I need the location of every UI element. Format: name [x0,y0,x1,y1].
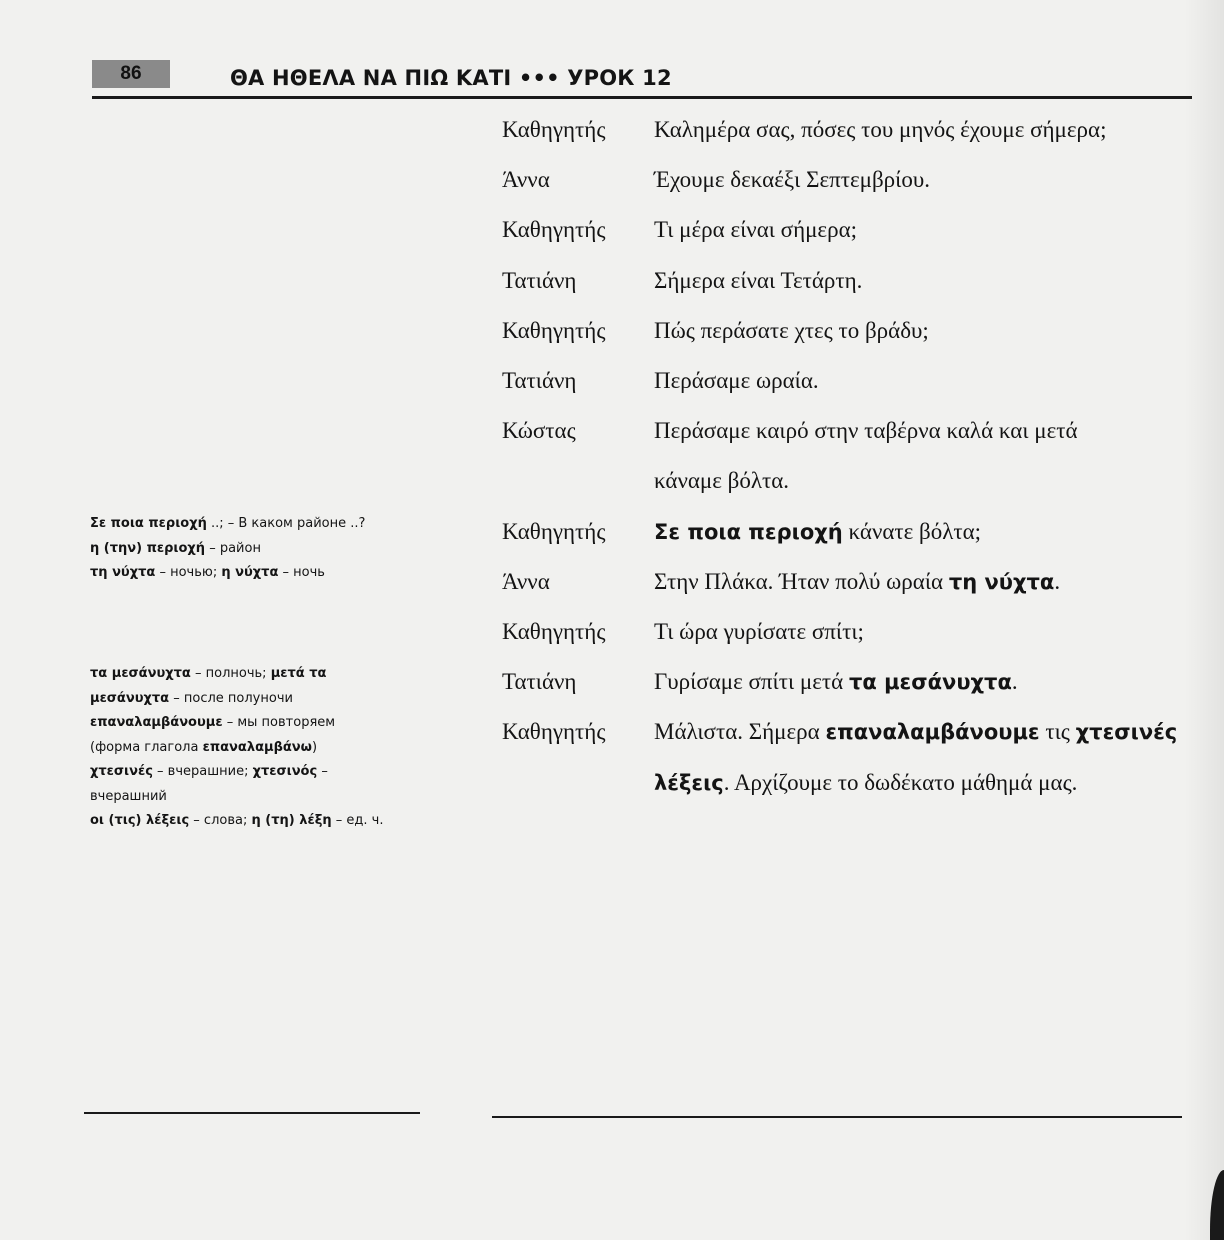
gloss-term: η (τη) λέξη [251,813,332,828]
speaker-name: Καθηγητής [502,117,606,142]
speaker-name: Καθηγητής [502,719,606,744]
dialogue-line [654,667,1018,697]
gloss-translation: вчерашний [90,788,167,804]
footer-rule-left [84,1112,420,1114]
dialogue-line [654,266,862,296]
footer-rule-right [492,1116,1182,1118]
line-text: κάνατε βόλτα; [842,519,982,544]
gloss-line [90,662,430,687]
gloss-translation: – полночь; [190,666,271,681]
page-edge-shadow [1184,0,1224,1240]
gloss-line [90,687,430,712]
gloss-term: τη νύχτα [90,565,156,580]
gloss-line [90,809,430,834]
dialogue-line [654,768,1077,798]
gloss-term: η (την) περιοχή [90,540,206,556]
speaker-name: Άννα [502,569,550,594]
line-text: Μάλιστα. Σήμερα [654,719,826,744]
running-header-title: ΘΑ ΗΘΕΛΑ ΝΑ ΠΙΩ ΚΑΤΙ ••• УРОК 12 [230,66,672,90]
gloss-term: χτεσινός [252,764,318,779]
header-rule [92,96,1192,99]
vocabulary-term: επαναλαμβάνουμε [825,720,1040,744]
vocabulary-notes-2 [90,662,430,834]
gloss-translation: – слова; [189,813,252,828]
dialogue-line [654,165,930,195]
dialogue-line [654,115,1106,145]
dialogue-line [654,617,864,647]
speaker-name: Καθηγητής [502,619,606,644]
gloss-line [90,512,430,537]
gloss-translation: – район [205,540,261,556]
gloss-term: τα μεσάνυχτα [90,666,191,681]
speaker-name: Τατιάνη [502,368,577,393]
vocabulary-term: τα μεσάνυχτα [848,670,1012,694]
line-text: Καλημέρα σας, πόσες του μηνός έχουμε σήμερα; [654,117,1107,142]
gloss-translation: – ед. ч. [331,813,384,828]
dialogue-line [654,717,1177,747]
gloss-term: μεσάνυχτα [90,690,170,706]
gloss-translation: ..; – В каком районе ..? [206,516,366,531]
vocabulary-term: Σε ποια περιοχή [654,520,843,544]
gloss-translation: – после полуночи [169,690,293,706]
page-number: 86 [92,60,170,88]
line-text: Τι ώρα γυρίσατε σπίτι; [654,619,864,644]
gloss-translation: ) [311,739,318,755]
line-text: . Αρχίζουμε το δωδέκατο μάθημά μας. [723,770,1078,795]
gloss-line [90,785,430,810]
gloss-term: χτεσινές [90,764,153,779]
speaker-name: Καθηγητής [502,217,606,242]
gloss-translation: – мы повторяем [222,715,336,730]
gloss-term: Σε ποια περιοχή [90,516,207,531]
speaker-name: Τατιάνη [502,268,577,293]
gloss-translation: – ночь [278,565,325,580]
line-text: Τι μέρα είναι σήμερα; [654,217,858,242]
dialogue-line [654,215,857,245]
speaker-name: Κώστας [502,418,576,443]
line-text: κάναμε βόλτα. [654,468,790,493]
gloss-term: οι (τις) λέξεις [90,813,190,828]
vocabulary-term: χτεσινές [1075,720,1178,744]
gloss-line [90,561,430,586]
gloss-line [90,760,430,785]
dialogue-line [654,517,981,547]
gloss-translation: – вчерашние; [152,764,253,779]
line-text: Πώς περάσατε χτες το βράδυ; [654,318,929,343]
line-text: τις [1039,719,1076,744]
dialogue-line [654,366,819,396]
dialogue-line [654,316,929,346]
line-text: Περάσαμε ωραία. [654,368,819,393]
speaker-name: Καθηγητής [502,318,606,343]
vocabulary-term: τη νύχτα [948,570,1055,594]
dialogue-line [654,466,789,496]
gloss-line [90,711,430,736]
vocabulary-notes-1 [90,512,430,586]
vocabulary-term: λέξεις [654,771,724,795]
gloss-term: μετά τα [270,666,327,681]
speaker-name: Άννα [502,167,550,192]
line-text: Γυρίσαμε σπίτι μετά [654,669,849,694]
gloss-term: επαναλαμβάνουμε [90,715,223,730]
gloss-translation: – [317,764,328,779]
gloss-line [90,736,430,761]
speaker-name: Καθηγητής [502,519,606,544]
line-text: Στην Πλάκα. Ήταν πολύ ωραία [654,569,949,594]
line-text: . [1054,569,1061,594]
line-text: . [1011,669,1018,694]
speaker-name: Τατιάνη [502,669,577,694]
gloss-line [90,537,430,562]
dialogue-line [654,567,1060,597]
dialogue-line [654,416,1078,446]
gloss-translation: – ночью; [155,565,222,580]
line-text: Έχουμε δεκαέξι Σεπτεμβρίου. [654,167,930,192]
gloss-translation: (форма глагола [90,739,203,755]
gloss-term: επαναλαμβάνω [202,739,312,755]
line-text: Σήμερα είναι Τετάρτη. [654,268,863,293]
gloss-term: η νύχτα [221,565,279,580]
line-text: Περάσαμε καιρό στην ταβέρνα καλά και μετά [654,418,1078,443]
